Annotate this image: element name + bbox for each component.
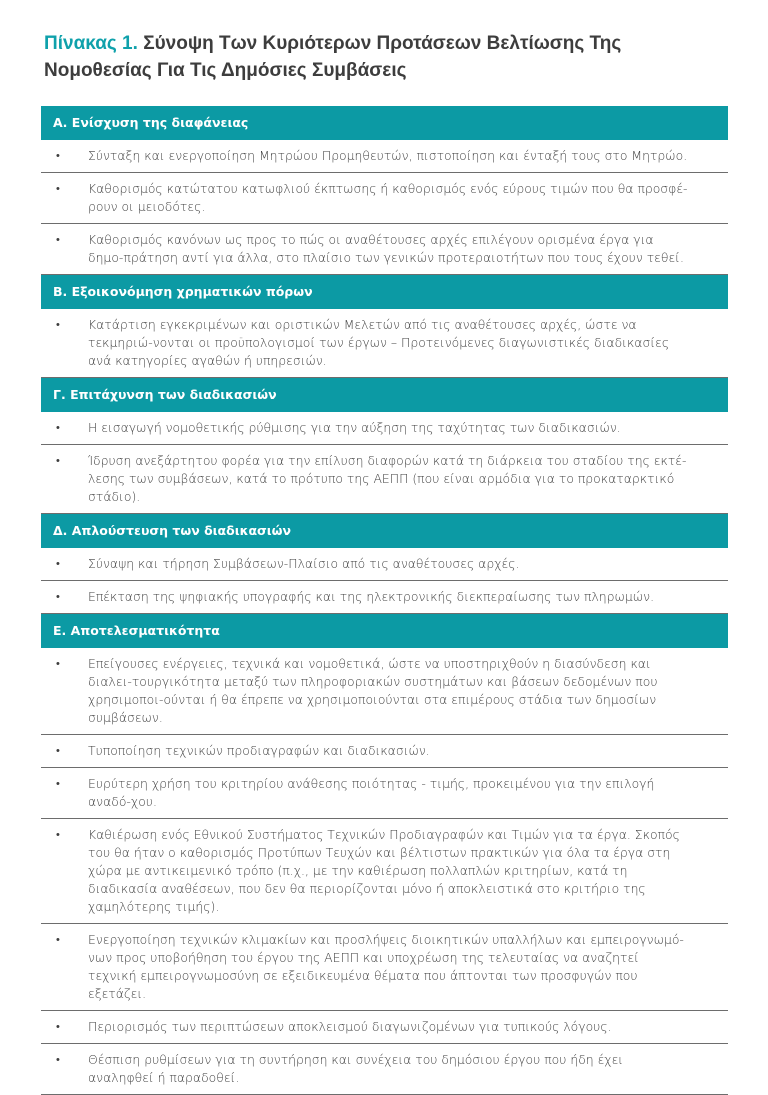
bullet-icon: • [56, 149, 60, 162]
list-item [41, 819, 728, 924]
list-item [41, 140, 728, 173]
section-header: Γ. Επιτάχυνση των διαδικασιών [41, 378, 728, 412]
list-item [41, 445, 728, 514]
bullet-icon: • [56, 182, 60, 195]
list-item [41, 1044, 728, 1095]
list-item [41, 735, 728, 768]
list-item [41, 173, 728, 224]
bullet-icon: • [56, 233, 60, 246]
bullet-icon: • [56, 933, 60, 946]
bullet-icon: • [56, 421, 60, 434]
list-item [41, 412, 728, 445]
bullet-icon: • [56, 1020, 60, 1033]
section-header: Β. Εξοικονόμηση χρηματικών πόρων [41, 275, 728, 309]
list-item-text: Καθιέρωση ενός Εθνικού Συστήματος Τεχνικών Προδιαγραφών και Τιμών για τα έργα. Σκοπός του θα ήταν ο καθορισμός Προτύπων Τευχών και βέλτιστων πρακτικών για όλα τα έργα στη χώρα με αντικειμενικό τρόπο (π.χ., με την καθιέρωση πολλαπλών κριτηρίων, κατά τη διαδικασία αναθέσεων, που δεν θα περιορίζονται μόνο ή αποκλειστικά στο κριτήριο της χαμηλότερης τιμής). [88, 827, 680, 914]
bullet-icon: • [56, 657, 60, 670]
table-number-label: Πίνακας 1. [44, 33, 138, 54]
bullet-icon: • [56, 1053, 60, 1066]
list-item-text: Η εισαγωγή νομοθετικής ρύθμισης για την αύξηση της ταχύτητας των διαδικασιών. [88, 420, 621, 435]
list-item-text: Ίδρυση ανεξάρτητου φορέα για την επίλυση διαφορών κατά τη διάρκεια του σταδίου της εκτέ-λεσης των συμβάσεων, κατά το πρότυπο της ΑΕΠΠ (που είναι αρμόδια για το προκαταρκτικό στάδιο). [88, 453, 687, 504]
list-item-text: Τυποποίηση τεχνικών προδιαγραφών και διαδικασιών. [88, 743, 430, 758]
list-item [41, 309, 728, 378]
section-header: Α. Ενίσχυση της διαφάνειας [41, 106, 728, 140]
list-item-text: Καθορισμός κανόνων ως προς το πώς οι αναθέτουσες αρχές επιλέγουν ορισμένα έργα για δημο-πράτηση αντί για άλλα, στο πλαίσιο των γενικών προτεραιοτήτων που τους έχουν τεθεί. [88, 232, 684, 265]
list-item-text: Κατάρτιση εγκεκριμένων και οριστικών Μελετών από τις αναθέτουσες αρχές, ώστε να τεκμηριώ-νονται οι προϋπολογισμοί των έργων – Προτεινόμενες διαγωνιστικές διαδικασίες ανά κατηγορίες αγαθών ή υπηρεσιών. [88, 317, 670, 368]
bullet-icon: • [56, 318, 60, 331]
list-item-text: Ενεργοποίηση τεχνικών κλιμακίων και προσλήψεις διοικητικών υπαλλήλων και εμπειρογνωμό-νων προς υποβοήθηση του έργου της ΑΕΠΠ και υποχρέωση της τελευταίας να αναζητεί τεχνική εμπειρογνωμοσύνη σε εξειδικευμένα θέματα που άπτονται των προσφυγών που εξετάζει. [88, 932, 684, 1001]
list-item-text: Θέσπιση ρυθμίσεων για τη συντήρηση και συνέχεια του δημόσιου έργου που ήδη έχει αναληφθεί ή παραδοθεί. [88, 1052, 624, 1085]
table-title-text: Σύνοψη Των Κυριότερων Προτάσεων Βελτίωσης Της Νομοθεσίας Για Τις Δημόσιες Συμβάσεις [44, 33, 622, 81]
list-item [41, 224, 728, 275]
list-item-text: Σύνταξη και ενεργοποίηση Μητρώου Προμηθευτών, πιστοποίηση και ένταξή τους στο Μητρώο. [88, 148, 688, 163]
bullet-icon: • [56, 454, 60, 467]
list-item [41, 648, 728, 735]
list-item-text: Καθορισμός κατώτατου κατωφλιού έκπτωσης ή καθορισμός ενός εύρους τιμών που θα προσφέ-ρουν οι μειοδότες. [88, 181, 688, 214]
bullet-icon: • [56, 777, 60, 790]
table-title [44, 30, 728, 84]
list-item [41, 548, 728, 581]
list-item-text: Περιορισμός των περιπτώσεων αποκλεισμού διαγωνιζομένων για τυπικούς λόγους. [88, 1019, 612, 1034]
list-item-text: Επείγουσες ενέργειες, τεχνικά και νομοθετικά, ώστε να υποστηριχθούν η διασύνδεση και διαλει-τουργικότητα μεταξύ των πληροφοριακών συστημάτων και βάσεων δεδομένων που χρησιμοποι-ούνται ή θα έπρεπε να χρησιμοποιούνται στα επιμέρους στάδια των δημοσίων συμβάσεων. [88, 656, 658, 725]
section-header: Δ. Απλούστευση των διαδικασιών [41, 514, 728, 548]
bullet-icon: • [56, 557, 60, 570]
summary-table [41, 106, 728, 1095]
list-item [41, 581, 728, 614]
bullet-icon: • [56, 828, 60, 841]
list-item [41, 768, 728, 819]
list-item-text: Ευρύτερη χρήση του κριτηρίου ανάθεσης ποιότητας - τιμής, προκειμένου για την επιλογή αναδό-χου. [88, 776, 655, 809]
section-header: Ε. Αποτελεσματικότητα [41, 614, 728, 648]
list-item [41, 924, 728, 1011]
bullet-icon: • [56, 744, 60, 757]
list-item [41, 1011, 728, 1044]
list-item-text: Επέκταση της ψηφιακής υπογραφής και της ηλεκτρονικής διεκπεραίωσης των πληρωμών. [88, 589, 655, 604]
bullet-icon: • [56, 590, 60, 603]
list-item-text: Σύναψη και τήρηση Συμβάσεων-Πλαίσιο από τις αναθέτουσες αρχές. [88, 556, 520, 571]
